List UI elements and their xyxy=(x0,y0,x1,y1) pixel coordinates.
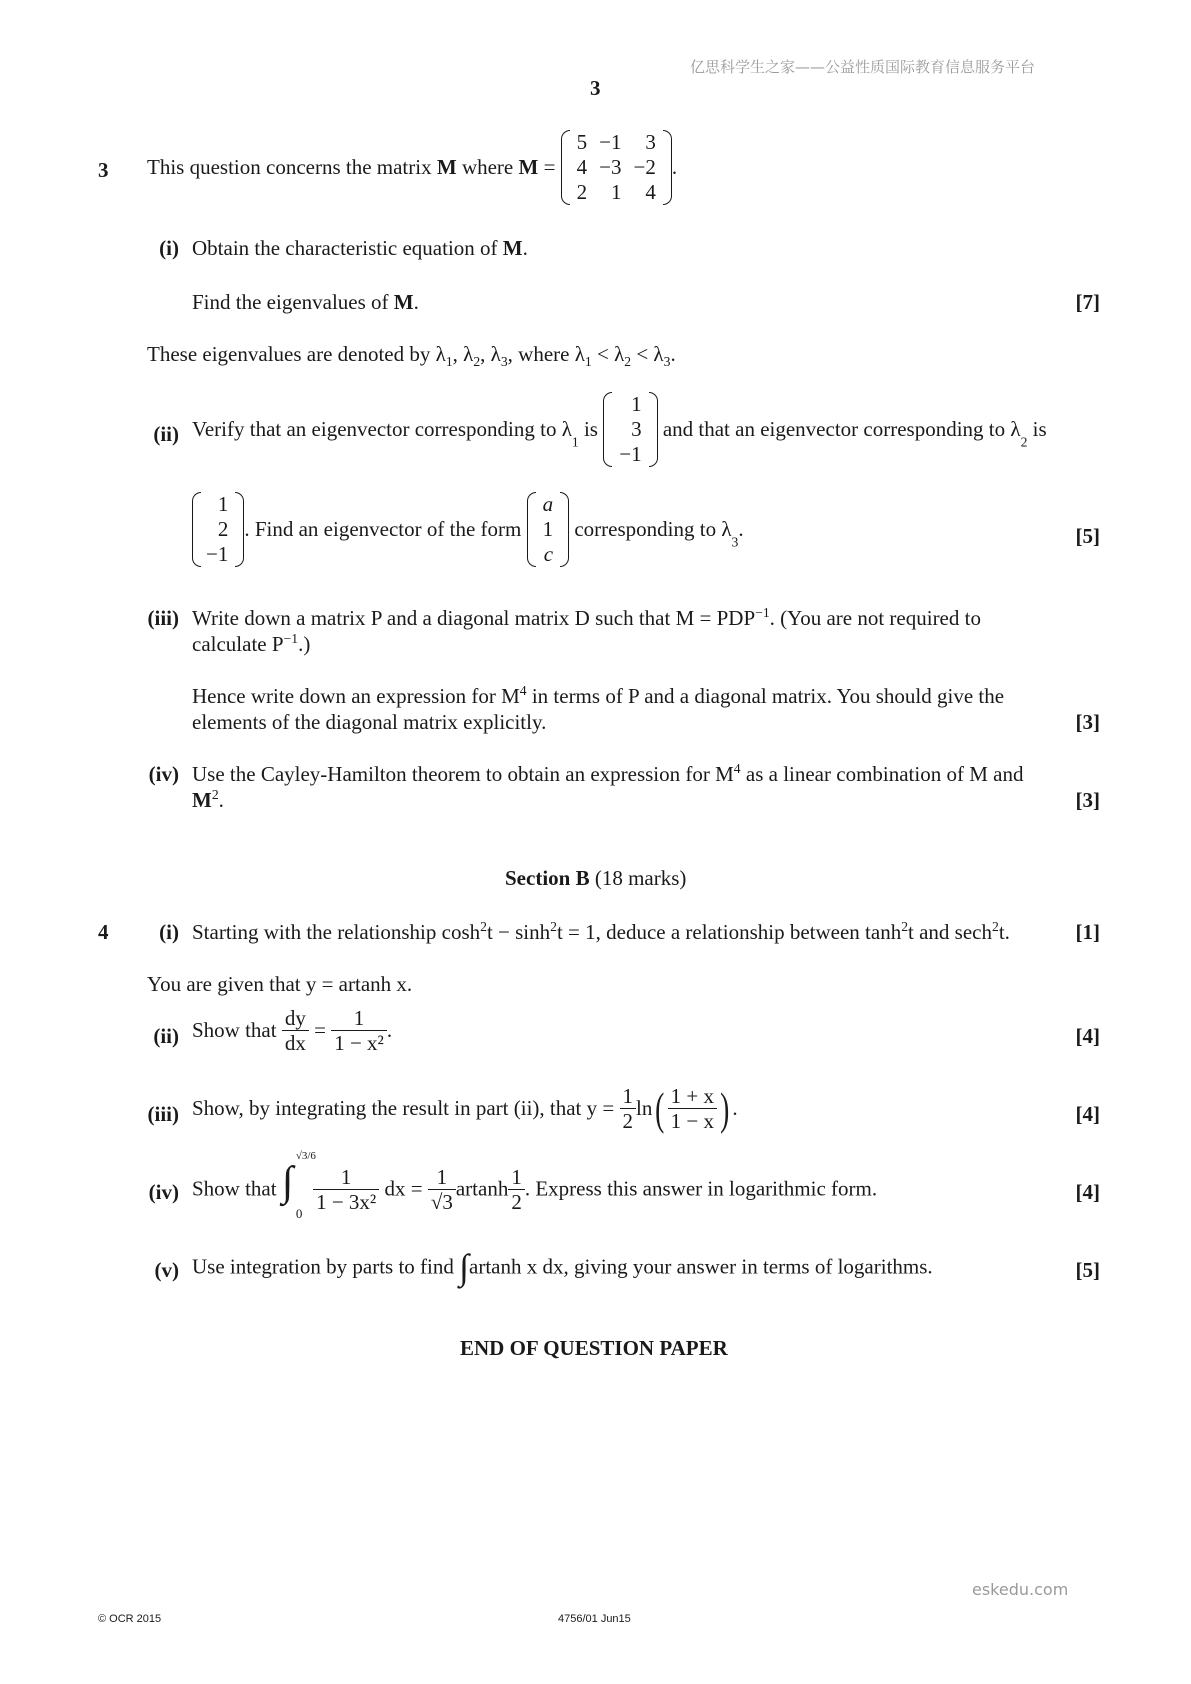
q4-iv-b: . Express this answer in logarithmic form. xyxy=(524,1176,878,1201)
frac-numerator: 1 xyxy=(620,1084,637,1109)
q3-part-iii-line4: elements of the diagonal matrix explicitly. xyxy=(192,710,547,734)
q3-iii-line1: Write down a matrix P and a diagonal matrix D such that M = PDP xyxy=(192,606,756,630)
vector-cell: −1 xyxy=(619,442,642,466)
denoted-text: These eigenvalues are denoted by λ xyxy=(147,342,446,366)
q3-intro-M: M xyxy=(436,155,457,179)
matrix-cell: 5 xyxy=(576,130,588,154)
q4-i-b: t − sinh xyxy=(486,920,551,944)
frac-denominator: 2 xyxy=(511,1189,522,1214)
q3-iv-line1-a: Use the Cayley-Hamilton theorem to obtain an expression for M xyxy=(192,762,734,786)
q4-i-e: t. xyxy=(998,920,1010,944)
ln-function: ln xyxy=(636,1096,653,1120)
integrand: artanh x dx xyxy=(469,1254,564,1279)
equals-sign: = xyxy=(314,1018,326,1042)
q4-v-b: , giving your answer in terms of logarithms. xyxy=(563,1254,933,1279)
q3-part-iv-marks: [3] xyxy=(1075,788,1100,812)
section-b-title: Section B xyxy=(505,866,590,890)
vector-cell: 2 xyxy=(217,517,229,541)
matrix-cell: 1 xyxy=(611,180,622,204)
watermark-top: 亿思科学生之家——公益性质国际教育信息服务平台 xyxy=(690,58,1036,76)
q3-part-ii-line1: Verify that an eigenvector corresponding to $\lambda_1$ is 1 3 −1 and that an eigenvector corresponding to $\lambda_2$ is xyxy=(192,392,1047,466)
q3-ii-text-b: is xyxy=(578,417,598,441)
q4-part-i-marks: [1] xyxy=(1075,920,1100,944)
coefficient-fraction xyxy=(428,1165,456,1214)
end-of-paper: END OF QUESTION PAPER xyxy=(460,1336,728,1360)
frac-numerator: 1 xyxy=(331,1006,387,1031)
frac-denominator: 1 − x² xyxy=(334,1031,384,1055)
left-paren: ( xyxy=(655,1082,665,1134)
q3-part-i-line1 xyxy=(192,236,528,261)
eigenvector-2 xyxy=(192,492,244,567)
q3-iv-M: M xyxy=(192,788,212,812)
frac-denominator: 1 − x xyxy=(670,1109,715,1133)
q3-ii-text-g: . xyxy=(738,517,744,541)
vector-cell: a xyxy=(542,492,554,516)
q4-part-ii-text xyxy=(192,1006,392,1055)
dx-equals: dx = xyxy=(379,1176,423,1201)
integral-sign-icon: ∫ xyxy=(459,1247,469,1287)
q3-ii-text-c: and that an eigenvector corresponding to λ xyxy=(662,417,1021,441)
q3-iii-line3-a: Hence write down an expression for M xyxy=(192,684,520,708)
q3-part-i-line2 xyxy=(192,290,419,315)
q4-i-d: t and sech xyxy=(908,920,993,944)
q4-part-v-marks: [5] xyxy=(1075,1258,1100,1282)
frac-denominator: 1 − 3x² xyxy=(316,1189,377,1214)
frac-numerator: dy xyxy=(282,1006,309,1031)
q4-part-v-text xyxy=(192,1246,933,1288)
q3-iv-line1-b: as a linear combination of M and xyxy=(740,762,1024,786)
q3-intro-where: where xyxy=(456,155,519,179)
vector-cell: 1 xyxy=(542,517,554,541)
q3-part-iii-line3: Hence write down an expression for $M^4$ in terms of P and a diagonal matrix. You should give the xyxy=(192,683,1005,708)
q4-part-i-label: (i) xyxy=(159,920,179,944)
footer-copyright: © OCR 2015 xyxy=(98,1613,162,1625)
q4-part-i-text: Starting with the relationship $\cosh^2t - \sinh^2t = 1$, deduce a relationship between $\tanh^2t$ and sech$^2$t. xyxy=(192,919,1010,944)
q3-part-iv-label: (iv) xyxy=(148,762,179,786)
q3-intro-M-eq: M xyxy=(518,155,539,179)
q4-part-v-label: (v) xyxy=(154,1258,179,1282)
q4-iii-a: Show, by integrating the result in part (ii), that y = xyxy=(192,1096,615,1120)
dy-dx-fraction xyxy=(282,1006,309,1055)
eigenvalues-denoted: These eigenvalues are denoted by $\lambda_1$, $\lambda_2$, $\lambda_3$, where $\lambda_1 < \lambda_2 < \lambda_3$. xyxy=(147,342,676,370)
question-3-number: 3 xyxy=(98,158,109,182)
q4-part-iii-text xyxy=(192,1084,738,1133)
watermark-bottom: eskedu.com xyxy=(972,1580,1069,1599)
q3-part-ii-line2: 1 2 −1 . Find an eigenvector of the form a 1 c corresponding to $\lambda_3$. xyxy=(192,492,1100,567)
vector-cell: c xyxy=(543,542,554,566)
period: . xyxy=(386,1018,393,1042)
q3-part-iv-line1: Use the Cayley-Hamilton theorem to obtain an expression for $M^4$ as a linear combination of M and xyxy=(192,761,1024,786)
frac-denominator: √3 xyxy=(430,1189,453,1214)
matrix-cell: 4 xyxy=(645,180,656,204)
q3-ii-text-a: Verify that an eigenvector corresponding to λ xyxy=(192,417,572,441)
frac-numerator: 1 + x xyxy=(668,1084,717,1109)
matrix-cell: 4 xyxy=(576,155,588,179)
integrand-fraction xyxy=(313,1165,379,1214)
q3-intro-period: . xyxy=(671,155,678,179)
q3-ii-text-f: corresponding to λ xyxy=(574,517,732,541)
integral-sign-icon: ∫ xyxy=(281,1159,294,1205)
q3-iii-line2-end: .) xyxy=(298,632,311,656)
q3-part-iii-label: (iii) xyxy=(147,606,179,630)
matrix-cell: −2 xyxy=(633,155,656,179)
q3-part-ii-marks: [5] xyxy=(1075,524,1100,548)
q3-part-i-label: (i) xyxy=(159,236,179,260)
q3-ii-text-e: . Find an eigenvector of the form xyxy=(244,517,522,541)
vector-cell: 1 xyxy=(631,392,642,416)
q4-part-iii-label: (iii) xyxy=(147,1102,179,1126)
q3-iii-line2: calculate P xyxy=(192,632,284,656)
q3-i-text: Obtain the characteristic equation of xyxy=(192,236,503,260)
q3-part-ii-label: (ii) xyxy=(153,422,179,446)
derivative-fraction xyxy=(331,1006,387,1055)
q3-part-iii-line1: Write down a matrix P and a diagonal matrix D such that $M = PDP^{-1}$. (You are not required to xyxy=(192,605,981,630)
vector-cell: 3 xyxy=(631,417,642,441)
half-fraction xyxy=(508,1165,525,1214)
matrix-M xyxy=(561,130,672,205)
section-b-heading xyxy=(505,866,686,891)
q4-part-iii-marks: [4] xyxy=(1075,1102,1100,1126)
q4-v-a: Use integration by parts to find xyxy=(192,1254,454,1279)
q4-part-ii-marks: [4] xyxy=(1075,1024,1100,1048)
definite-integral xyxy=(281,1150,316,1222)
right-paren: ) xyxy=(720,1082,730,1134)
q3-intro-text: This question concerns the matrix xyxy=(147,155,437,179)
q3-part-iii-marks: [3] xyxy=(1075,710,1100,734)
vector-cell: 1 xyxy=(217,492,229,516)
frac-numerator: 1 xyxy=(313,1165,379,1190)
artanh-function: artanh xyxy=(455,1176,509,1201)
q4-iv-a: Show that xyxy=(192,1176,277,1201)
frac-numerator: 1 xyxy=(428,1165,456,1190)
q3-i-M2: M xyxy=(393,290,414,314)
frac-denominator: dx xyxy=(284,1031,306,1055)
q3-part-iv-line2: $M^2$. xyxy=(192,787,224,812)
q4-part-ii-label: (ii) xyxy=(153,1024,179,1048)
q3-iii-line1-end: . (You are not required to xyxy=(769,606,981,630)
q4-part-iv-marks: [4] xyxy=(1075,1180,1100,1204)
integral-lower-limit: 0 xyxy=(295,1206,303,1221)
q4-part-iv-text xyxy=(192,1150,878,1222)
matrix-cell: −1 xyxy=(599,130,622,154)
q4-i-c: t = 1, deduce a relationship between tanh xyxy=(556,920,902,944)
half-fraction xyxy=(620,1084,637,1133)
q3-ii-text-d: is xyxy=(1027,417,1047,441)
matrix-cell: 2 xyxy=(576,180,588,204)
footer-paper-code: 4756/01 Jun15 xyxy=(558,1613,631,1625)
q4-part-iv-label: (iv) xyxy=(148,1180,179,1204)
q3-i-period2: . xyxy=(413,290,419,314)
q3-part-iii-line2: calculate $P^{-1}$.) xyxy=(192,631,311,656)
period: . xyxy=(732,1096,738,1120)
q4-i-a: Starting with the relationship cosh xyxy=(192,920,481,944)
frac-numerator: 1 xyxy=(508,1165,525,1190)
q3-i-text2: Find the eigenvalues of xyxy=(192,290,394,314)
page-number: 3 xyxy=(590,76,601,100)
question-3-intro xyxy=(147,130,677,205)
q4-given: You are given that y = artanh x. xyxy=(147,972,413,996)
q3-i-M: M xyxy=(502,236,523,260)
integral-upper-limit: √3/6 xyxy=(295,1150,316,1162)
section-b-marks: (18 marks) xyxy=(589,866,687,890)
question-4-number: 4 xyxy=(98,920,109,944)
eigenvector-1 xyxy=(603,392,657,467)
q4-ii-a: Show that xyxy=(192,1018,277,1042)
log-argument-fraction xyxy=(668,1084,717,1133)
frac-denominator: 2 xyxy=(622,1109,633,1133)
eigenvector-3 xyxy=(527,492,570,567)
q3-part-i-marks: [7] xyxy=(1075,290,1100,314)
matrix-cell: −3 xyxy=(599,155,622,179)
q3-iii-line3-b: in terms of P and a diagonal matrix. You should give the xyxy=(526,684,1005,708)
matrix-cell: 3 xyxy=(645,130,656,154)
q3-intro-equals: = xyxy=(538,155,556,179)
vector-cell: −1 xyxy=(206,542,229,566)
q3-i-period: . xyxy=(522,236,528,260)
